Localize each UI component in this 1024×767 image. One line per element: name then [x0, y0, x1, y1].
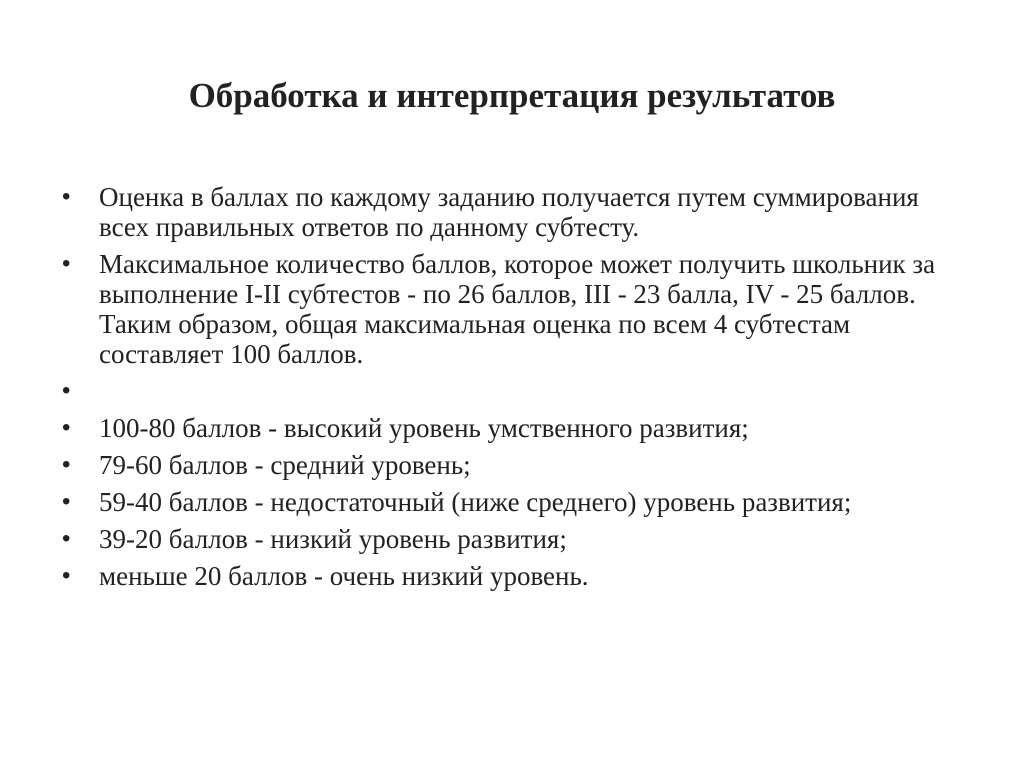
- bullet-item-max-score: [62, 249, 962, 369]
- bullet-text: 100-80 баллов - высокий уровень умственного развития;: [99, 413, 749, 443]
- bullet-item-level-very-low: [62, 561, 962, 591]
- bullet-icon: •: [62, 414, 71, 441]
- bullet-icon: •: [62, 250, 71, 277]
- bullet-text: [99, 376, 106, 406]
- bullet-icon: •: [62, 562, 71, 589]
- bullet-list: [62, 182, 962, 598]
- bullet-icon: •: [62, 451, 71, 478]
- bullet-text: 59-40 баллов - недостаточный (ниже среднего) уровень развития;: [99, 487, 852, 517]
- bullet-item-empty: [62, 376, 962, 406]
- bullet-icon: •: [62, 488, 71, 515]
- bullet-text: 79-60 баллов - средний уровень;: [99, 450, 471, 480]
- bullet-text: меньше 20 баллов - очень низкий уровень.: [99, 561, 589, 591]
- bullet-item-level-low: [62, 524, 962, 554]
- bullet-item-scoring: [62, 182, 962, 242]
- bullet-item-level-high: [62, 413, 962, 443]
- bullet-text: Оценка в баллах по каждому заданию получается путем суммирования всех правильных ответов по данному субтесту.: [99, 182, 919, 242]
- bullet-text: 39-20 баллов - низкий уровень развития;: [99, 524, 567, 554]
- bullet-icon: •: [62, 377, 71, 404]
- bullet-item-level-medium: [62, 450, 962, 480]
- slide-title: Обработка и интерпретация результатов: [188, 76, 836, 115]
- bullet-icon: •: [62, 525, 71, 552]
- bullet-item-level-insufficient: [62, 487, 962, 517]
- bullet-text: Максимальное количество баллов, которое может получить школьник за выполнение I-II субтестов - по 26 баллов, III - 23 балла, IV - 25 баллов. Таким образом, общая максимальная оценка по всем 4 субтестам составляет 100 баллов.: [99, 249, 936, 369]
- bullet-icon: •: [62, 183, 71, 210]
